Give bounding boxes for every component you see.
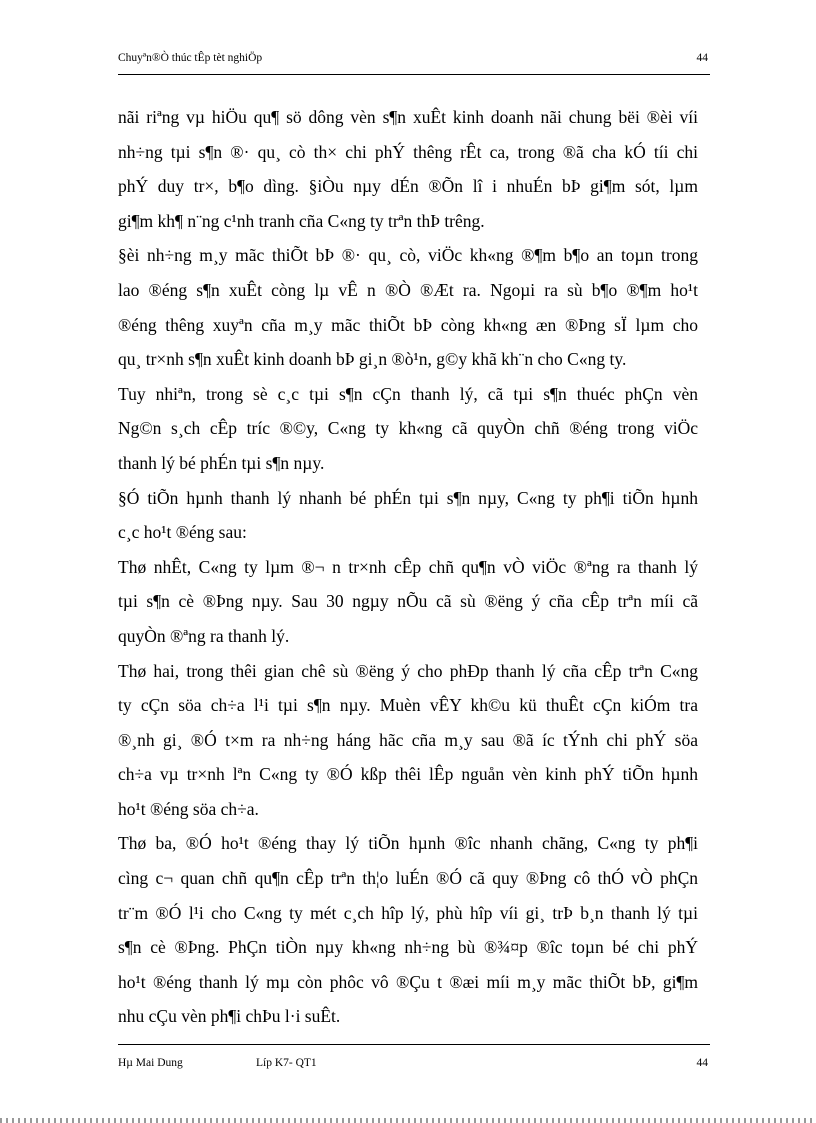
footer-author: Hµ Mai Dung xyxy=(118,1057,183,1069)
text-line: nãi riªng vµ hiÖu qu¶ sö dông vèn s¶n xuÊt kinh doanh nãi chung bëi ®èi víi xyxy=(118,107,698,127)
text-line: ®¸nh gi¸ ®Ó t×m ra nh÷ng háng hãc cña m¸y sau ®ã íc tÝnh chi phÝ söa xyxy=(118,729,698,750)
text-line: Thø hai, trong thêi gian chê sù ®ëng ý cho phÐp thanh lý cña cÊp trªn C«ng xyxy=(118,660,698,681)
text-line: Ng©n s¸ch cÊp tríc ®©y, C«ng ty kh«ng cã quyÒn chñ ®éng trong viÖc xyxy=(118,418,698,439)
footer-class: Líp K7- QT1 xyxy=(256,1057,317,1069)
header-page-number: 44 xyxy=(696,52,708,64)
text-line: gi¶m kh¶ n¨ng c¹nh tranh cña C«ng ty trªn thÞ trêng. xyxy=(118,210,485,231)
page-header xyxy=(118,52,710,70)
text-line: ®éng thêng xuyªn cña m¸y mãc thiÕt bÞ còng kh«ng æn ®Þng sÏ lµm cho xyxy=(118,314,698,335)
text-line: nhu cÇu vèn ph¶i chÞu l·i suÊt. xyxy=(118,1006,341,1027)
page-edge-border xyxy=(0,1118,816,1123)
text-line: ty cÇn söa ch÷a l¹i tµi s¶n nµy. Muèn vÊY kh©u kü thuÊt cÇn kiÓm tra xyxy=(118,695,698,716)
footer-page-number: 44 xyxy=(696,1057,708,1069)
text-line: Thø nhÊt, C«ng ty lµm ®¬ n tr×nh cÊp chñ qu¶n vÒ viÖc ®ªng ra thanh lý xyxy=(118,556,698,577)
page-footer xyxy=(118,1057,710,1075)
text-line: ho¹t ®éng söa ch÷a. xyxy=(118,798,259,819)
header-divider xyxy=(118,74,710,75)
text-line: ho¹t ®éng thanh lý mµ còn phôc vô ®Çu t ®æi míi m¸y mãc thiÕt bÞ, gi¶m xyxy=(118,971,698,992)
text-line: qu¸ tr×nh s¶n xuÊt kinh doanh bÞ gi¸n ®ò¹n, g©y khã kh¨n cho C«ng ty. xyxy=(118,349,627,370)
text-line: Thø ba, ®Ó ho¹t ®éng thay lý tiÕn hµnh ®îc nhanh chãng, C«ng ty ph¶i xyxy=(118,833,698,854)
text-line: quyÒn ®ªng ra thanh lý. xyxy=(118,625,290,646)
text-line: tµi s¶n cè ®Þng nµy. Sau 30 ngµy nÕu cã sù ®ëng ý cña cÊp trªn míi cã xyxy=(118,591,698,612)
text-line: lao ®éng s¶n xuÊt còng lµ vÊ n ®Ò ®Æt ra. Ngoµi ra sù b¶o ®¶m ho¹t xyxy=(118,279,698,300)
text-line: nh÷ng tµi s¶n ®· qu¸ cò th× chi phÝ thêng rÊt ca, trong ®ã cha kÓ tíi chi xyxy=(118,141,698,162)
text-line: cìng c¬ quan chñ qu¶n cÊp trªn th¦o luÉn ®Ó cã quy ®Þng cô thÓ vÒ phÇn xyxy=(118,868,698,889)
text-line: phÝ duy tr×, b¶o dìng. §iÒu nµy dÉn ®Õn lî i nhuÉn bÞ gi¶m sót, lµm xyxy=(118,176,698,197)
text-line: s¶n cè ®Þng. PhÇn tiÒn nµy kh«ng nh÷ng bù ®¾¤p ®îc toµn bé chi phÝ xyxy=(118,937,698,958)
text-line: ch÷a vµ tr×nh lªn C«ng ty ®Ó kßp thêi lÊp nguån vèn kinh phÝ tiÕn hµnh xyxy=(118,764,698,785)
body-text xyxy=(118,100,698,1034)
text-line: §èi nh÷ng m¸y mãc thiÕt bÞ ®· qu¸ cò, viÖc kh«ng ®¶m b¶o an toµn trong xyxy=(118,245,698,266)
text-line: thanh lý bé phÉn tµi s¶n nµy. xyxy=(118,452,325,473)
text-line: Tuy nhiªn, trong sè c¸c tµi s¶n cÇn thanh lý, cã tµi s¶n thuéc phÇn vèn xyxy=(118,383,698,404)
text-line: tr¨m ®Ó l¹i cho C«ng ty mét c¸ch hîp lý, phù hîp víi gi¸ trÞ b¸n thanh lý tµi xyxy=(118,902,698,923)
header-title: Chuyªn®Ò thúc tÊp tèt nghiÖp xyxy=(118,52,263,64)
text-line: §Ó tiÕn hµnh thanh lý nhanh bé phÉn tµi s¶n nµy, C«ng ty ph¶i tiÕn hµnh xyxy=(118,487,698,508)
text-line: c¸c ho¹t ®éng sau: xyxy=(118,522,247,543)
footer-divider xyxy=(118,1044,710,1045)
